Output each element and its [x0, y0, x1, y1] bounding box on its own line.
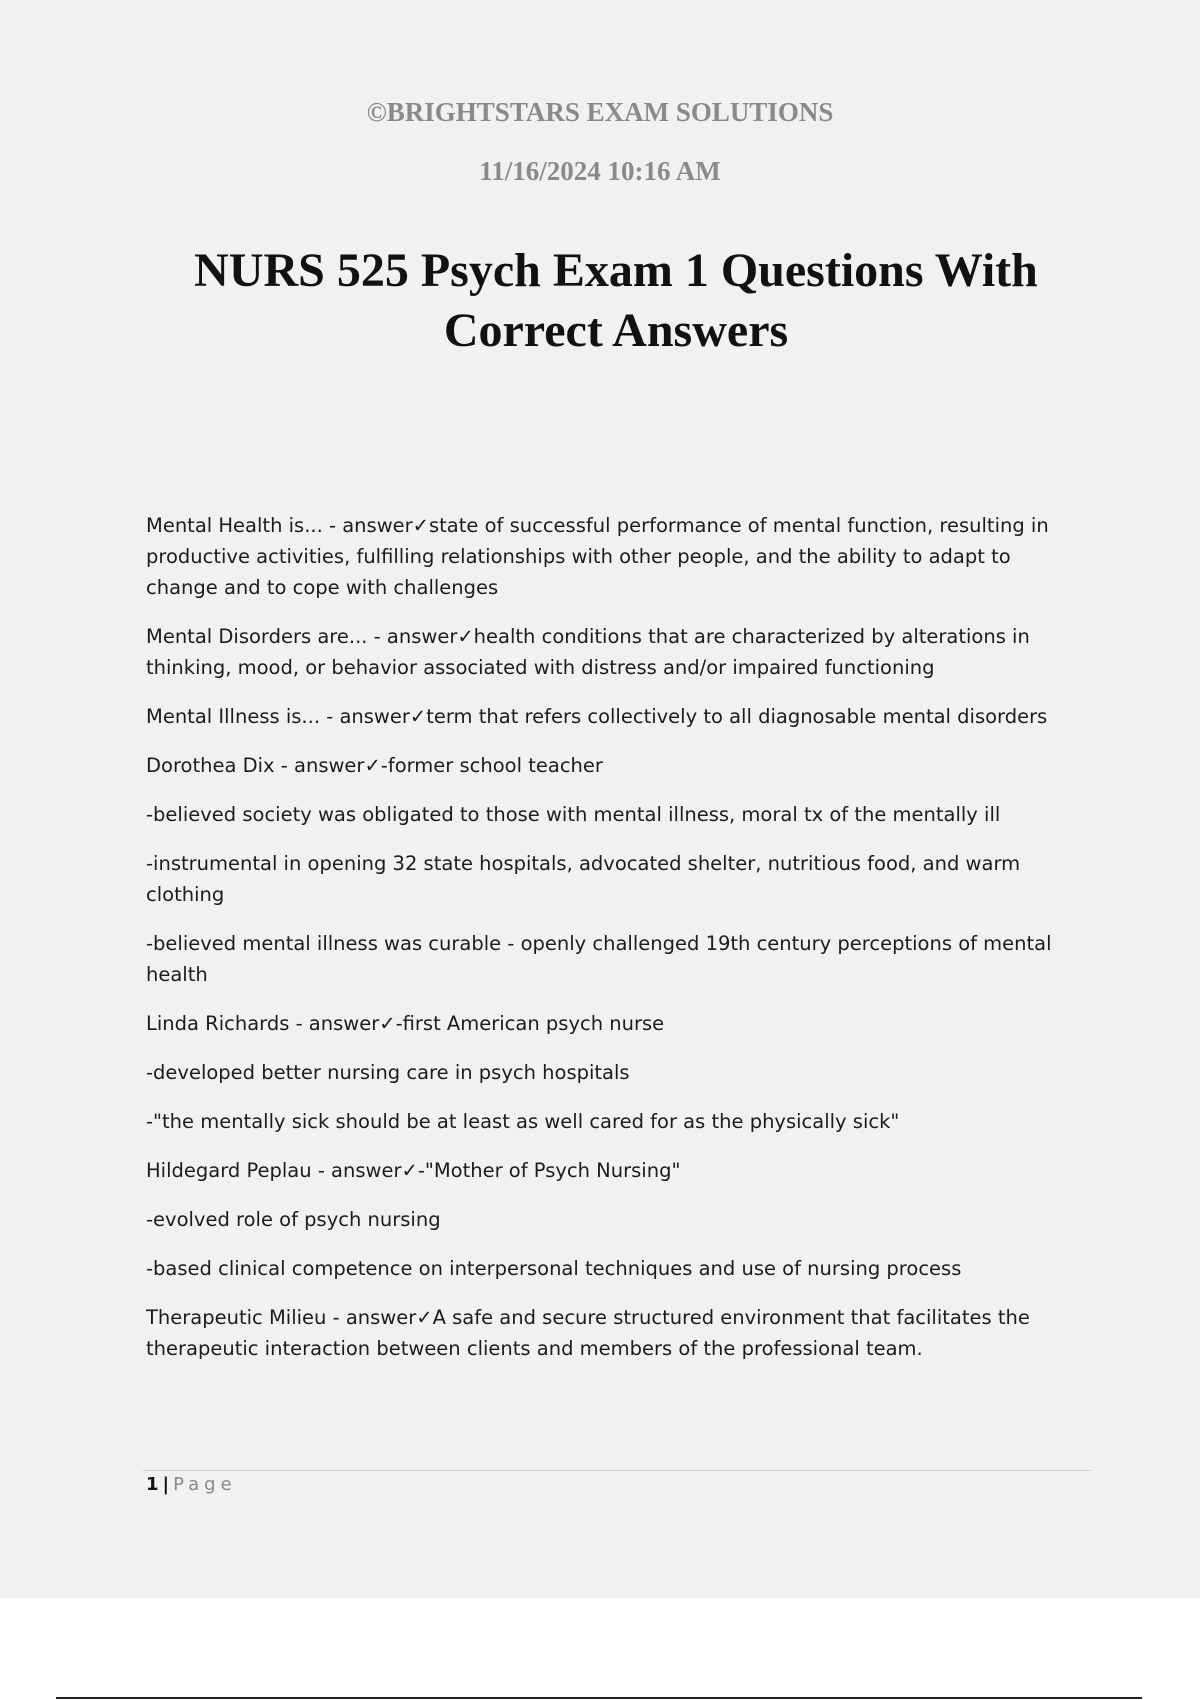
paragraph-dorothea-dix: Dorothea Dix - answer✓-former school teacher	[146, 754, 603, 777]
watermark-timestamp: 11/16/2024 10:16 AM	[479, 156, 721, 186]
paragraph-dix-society: -believed society was obligated to those with mental illness, moral tx of the mentally ill	[146, 803, 1001, 826]
paragraph-richards-care: -developed better nursing care in psych hospitals	[146, 1061, 630, 1084]
paragraph-richards-quote: -"the mentally sick should be at least as well cared for as the physically sick"	[146, 1110, 900, 1133]
paragraph-dix-curable: -believed mental illness was curable - openly challenged 19th century perceptions of mental health	[146, 932, 1052, 986]
paragraph-hildegard-peplau: Hildegard Peplau - answer✓-"Mother of Psych Nursing"	[146, 1159, 681, 1182]
paragraph-peplau-role: -evolved role of psych nursing	[146, 1208, 441, 1231]
document-title: NURS 525 Psych Exam 1 Questions With Correct Answers	[194, 244, 1038, 357]
page-label: Page	[173, 1474, 237, 1495]
paragraph-peplau-competence: -based clinical competence on interpersonal techniques and use of nursing process	[146, 1257, 962, 1280]
footer-divider	[143, 1470, 1091, 1471]
paragraph-mental-disorders: Mental Disorders are... - answer✓health conditions that are characterized by alterations in thinking, mood, or behavior associated with distress and/or impaired functioning	[146, 625, 1030, 679]
next-page-divider	[56, 1697, 1142, 1699]
watermark-company: ©BRIGHTSTARS EXAM SOLUTIONS	[366, 97, 834, 127]
paragraph-mental-health: Mental Health is... - answer✓state of successful performance of mental function, resulting in productive activities, fulfilling relationships with other people, and the ability to adapt to change and to cope with challenges	[146, 514, 1049, 599]
paragraph-therapeutic-milieu: Therapeutic Milieu - answer✓A safe and secure structured environment that facilitates the therapeutic interaction between clients and members of the professional team.	[146, 1306, 1030, 1360]
document-body	[146, 510, 1076, 1382]
paragraph-linda-richards: Linda Richards - answer✓-first American psych nurse	[146, 1012, 665, 1035]
paragraph-mental-illness: Mental Illness is... - answer✓term that refers collectively to all diagnosable mental disorders	[146, 705, 1048, 728]
page-footer	[146, 1474, 237, 1495]
paragraph-dix-hospitals: -instrumental in opening 32 state hospitals, advocated shelter, nutritious food, and warm clothing	[146, 852, 1021, 906]
page-number: 1	[146, 1474, 159, 1495]
footer-separator: |	[162, 1474, 170, 1495]
